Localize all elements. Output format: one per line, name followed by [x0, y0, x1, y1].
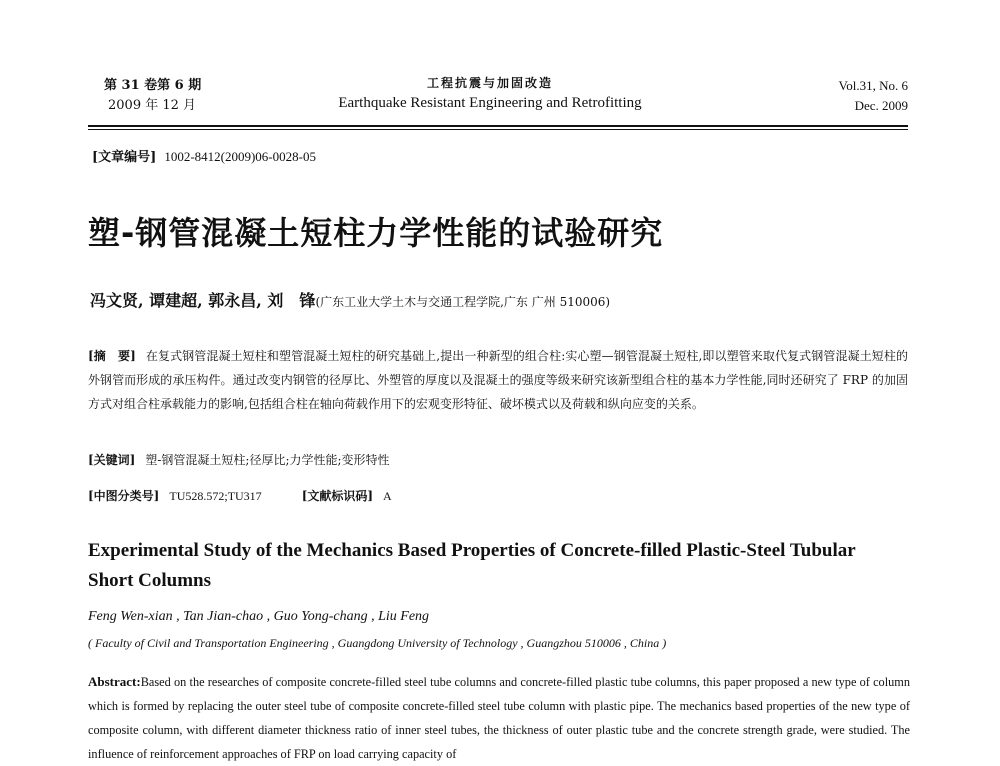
- doc-code-value: A: [383, 489, 392, 503]
- header-journal-zh: 工程抗震与加固改造: [426, 76, 553, 90]
- header-rule-thin: [88, 129, 908, 130]
- clc-label: [中图分类号]: [88, 489, 160, 503]
- authors-zh: 冯文贤, 谭建超, 郭永昌, 刘 锋: [90, 291, 316, 310]
- header-rule-thick: [88, 125, 908, 127]
- keywords: [88, 450, 390, 470]
- article-number: [92, 146, 316, 165]
- header-volume-zh-block: [104, 76, 201, 116]
- header-date-en: Dec. 2009: [854, 98, 908, 113]
- doc-code-label: [文献标识码]: [301, 489, 374, 503]
- affiliation-zh: (广东工业大学土木与交通工程学院,广东 广州 510006): [315, 295, 611, 309]
- affiliation-en: ( Faculty of Civil and Transportation Engineering , Guangdong University of Technology , Guangzhou 510006 , China ): [88, 636, 667, 650]
- abstract-en-label: Abstract: [88, 674, 137, 689]
- keywords-label: [关键词]: [88, 453, 136, 467]
- classification: [88, 486, 392, 506]
- authors-en: Feng Wen-xian , Tan Jian-chao , Guo Yong-chang , Liu Feng: [88, 609, 430, 624]
- header-volume-en-block: [839, 76, 908, 116]
- abstract-en-text: Based on the researches of composite concrete-filled steel tube columns and concrete-filled plastic tube columns, this paper proposed a new type of column which is formed by replacing the outer steel tube of composite concrete-filled steel tube column with plastic pipe. The mechanics based properties of the new type of composite column, with different diameter thickness ratio of inner steel tubes, the thickness of outer plastic tube and the concrete strength grade, were studied. The influence of reinforcement approaches of FRP on load carrying capacity of: [88, 675, 910, 761]
- authors-zh-line: [90, 288, 610, 311]
- title-en: Experimental Study of the Mechanics Based Properties of Concrete-filled Plastic-Steel Tubular Short Columns: [88, 540, 856, 591]
- abstract-zh-text: 在复式钢管混凝土短柱和塑管混凝土短柱的研究基础上,提出一种新型的组合柱:实心塑—钢管混凝土短柱,即以塑管来取代复式钢管混凝土短柱的外钢管而形成的承压构件。通过改变内钢管的径厚比、外塑管的厚度以及混凝土的强度等级来研究该新型组合柱的基本力学性能,同时还研究了 FRP 的加固方式对组合柱承载能力的影响,包括组合柱在轴向荷载作用下的宏观变形特征、破坏模式以及荷载和纵向应变的关系。: [88, 349, 908, 411]
- header-date-zh: 2009 年 12 月: [108, 98, 197, 113]
- abstract-zh: [88, 344, 908, 416]
- keywords-text: 塑-钢管混凝土短柱;径厚比;力学性能;变形特性: [145, 453, 390, 467]
- header-journal-en: Earthquake Resistant Engineering and Retrofitting: [338, 95, 642, 111]
- abstract-zh-label: [摘 要]: [88, 349, 136, 363]
- article-number-label: [文章编号]: [92, 150, 157, 165]
- header-journal-block: [250, 74, 730, 114]
- abstract-en: Abstract:Based on the researches of composite concrete-filled steel tube columns and concrete-filled plastic tube columns, this paper proposed a new type of column which is formed by replacing the outer steel tube of composite concrete-filled steel tube column with plastic pipe. The mechanics based properties of the new type of composite column, with different diameter thickness ratio of inner steel tubes, the thickness of outer plastic tube and the concrete strength grade, were studied. The influence of reinforcement approaches of FRP on load carrying capacity of: [88, 674, 910, 761]
- clc-value: TU528.572;TU317: [169, 489, 262, 503]
- title-zh: 塑-钢管混凝土短柱力学性能的试验研究: [88, 214, 664, 252]
- article-number-value: 1002-8412(2009)06-0028-05: [164, 149, 316, 164]
- header-volume-zh: 第 31 卷第 6 期: [104, 78, 202, 93]
- header-volume-en: Vol.31, No. 6: [838, 78, 908, 93]
